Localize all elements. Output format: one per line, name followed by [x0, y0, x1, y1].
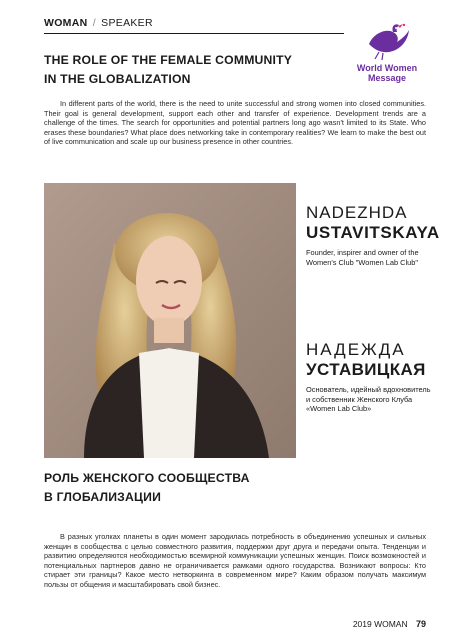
page-footer	[353, 619, 426, 629]
footer-issue: 2019 WOMAN	[352, 619, 408, 629]
speaker-name-en	[306, 203, 440, 267]
article-title-en	[44, 51, 292, 89]
logo-line2: Message	[367, 73, 407, 83]
world-women-message-logo	[350, 22, 424, 88]
article-title-en-line1: THE ROLE OF THE FEMALE COMMUNITY	[44, 53, 293, 67]
speaker-last-name-ru: УСТАВИЦКАЯ	[306, 360, 426, 379]
section-separator: /	[92, 17, 96, 29]
section-category: WOMAN	[44, 17, 88, 29]
speaker-caption-en: Founder, inspirer and owner of the Women's Club "Women Lab Club"	[306, 248, 419, 267]
article-title-ru-line1: РОЛЬ ЖЕНСКОГО СООБЩЕСТВА	[44, 471, 250, 485]
speaker-photo	[44, 183, 296, 458]
logo-line1: World Women	[356, 63, 418, 73]
article-title-en-line2: IN THE GLOBALIZATION	[44, 72, 191, 86]
top-divider	[44, 33, 344, 34]
article-title-ru	[44, 469, 250, 507]
speaker-name-ru	[306, 340, 431, 414]
dove-icon	[363, 22, 411, 62]
section-tag	[44, 17, 153, 29]
page-number: 79	[415, 619, 426, 629]
intro-paragraph-ru: В разных уголках планеты в один момент зародилась потребность в объединению успешных и сильных женщин в сообщества с целью совместного развития, поддержки друг друга и передачи опыта. Тенденции и развитию определяются необходимостью всемирной коммуникации успешных женщин. Поиск возможностей и потенциальных партнеров давно не ограничивается рамками одного государства. Возникают вопросы: Кто стирает эти границы? Какое место нетворкинга в современном мире? Каким образом получать максимум пользы от общения и масштабировать свой бизнес.	[44, 532, 426, 589]
speaker-caption-ru: Основатель, идейный вдохновитель и собственник Женского Клуба «Women Lab Club»	[306, 385, 431, 414]
speaker-first-name-en: NADEZHDA	[306, 203, 408, 222]
article-title-ru-line2: В ГЛОБАЛИЗАЦИИ	[44, 490, 162, 504]
speaker-last-name-en: USTAVITSKAYA	[306, 223, 440, 242]
speaker-first-name-ru: НАДЕЖДА	[306, 340, 406, 359]
section-subcategory: SPEAKER	[101, 17, 153, 29]
intro-paragraph-en: In different parts of the world, there is the need to unite successful and strong women into closed communities. Their goal is general development, support each other and transfer of experience. Development trends are a challenge of the times. The search for opportunities and potential partners long ago wasn't limited to its State. Who erases these boundaries? What place does networking take in contemporary realities? We learn to make the best out of live communication and scale up our business presence in other countries.	[44, 99, 426, 147]
